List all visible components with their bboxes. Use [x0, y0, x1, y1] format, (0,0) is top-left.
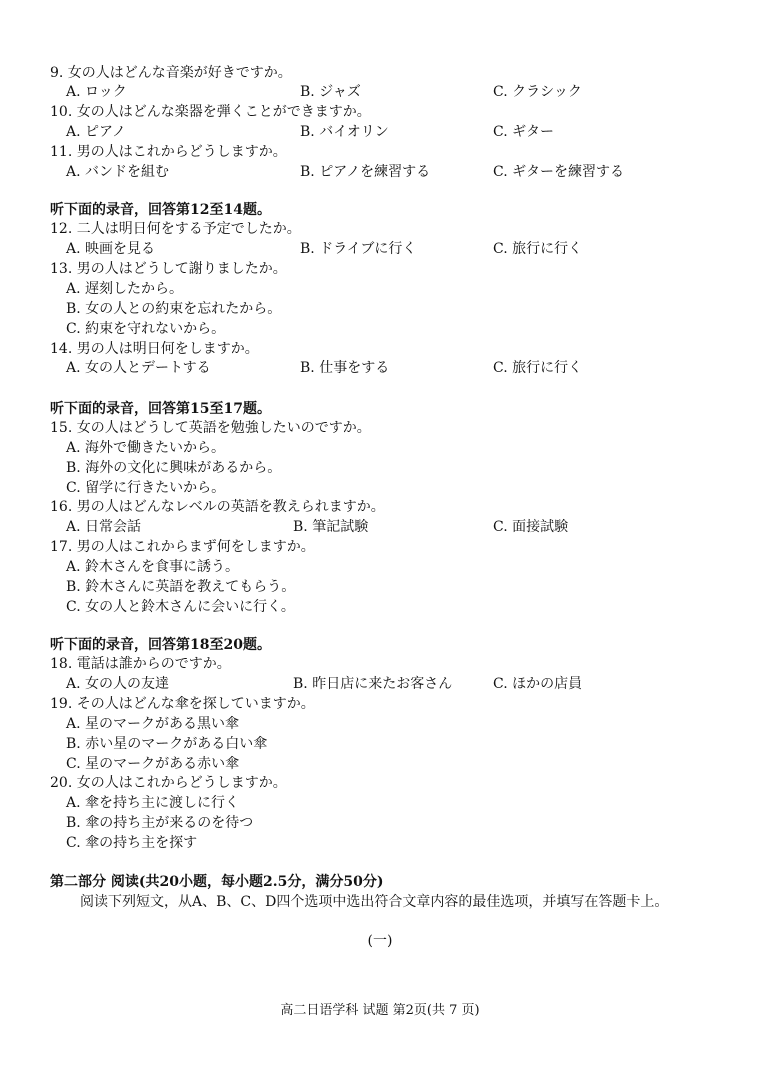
question-9: 9. 女の人はどんな音楽が好きですか。: [50, 65, 292, 81]
q13-option-a: A. 遅刻したから。: [66, 281, 184, 297]
question-20: 20. 女の人はこれからどうしますか。: [50, 775, 287, 791]
q13-option-c: C. 約束を守れないから。: [66, 321, 226, 337]
q16-option-c: C. 面接試験: [493, 519, 569, 535]
q9-option-a: A. ロック: [66, 84, 127, 100]
q18-option-b: B. 昨日店に来たお客さん: [293, 676, 453, 692]
q17-option-b: B. 鈴木さんに英語を教えてもらう。: [66, 579, 296, 595]
q9-option-b: B. ジャズ: [300, 84, 361, 100]
q15-option-b: B. 海外の文化に興味があるから。: [66, 460, 282, 476]
q20-option-b: B. 傘の持ち主が来るのを待つ: [66, 815, 254, 831]
section-heading-12-14: 听下面的录音，回答第12至14题。: [50, 202, 271, 218]
page-footer: 高二日语学科 试题 第2页(共 7 页): [280, 1003, 480, 1018]
question-13: 13. 男の人はどうして謝りましたか。: [50, 261, 287, 277]
q14-option-b: B. 仕事をする: [300, 360, 390, 376]
reading-section-number: (一): [367, 933, 393, 949]
part2-title: 第二部分 阅读(共20小题，每小题2.5分，满分50分): [50, 874, 384, 890]
q13-option-b: B. 女の人との約束を忘れたから。: [66, 301, 282, 317]
q19-option-c: C. 星のマークがある赤い傘: [66, 756, 240, 772]
q19-option-b: B. 赤い星のマークがある白い傘: [66, 736, 268, 752]
q11-option-b: B. ピアノを練習する: [300, 164, 431, 180]
q16-option-a: A. 日常会話: [66, 519, 142, 535]
question-16: 16. 男の人はどんなレベルの英語を教えられますか。: [50, 499, 385, 515]
q18-option-a: A. 女の人の友達: [66, 676, 170, 692]
q10-option-b: B. バイオリン: [300, 124, 389, 140]
q16-option-b: B. 筆記試験: [293, 519, 369, 535]
question-17: 17. 男の人はこれからまず何をしますか。: [50, 539, 315, 555]
part2-instruction: 阅读下列短文，从A、B、C、D四个选项中选出符合文章内容的最佳选项，并填写在答题卡上。: [80, 894, 669, 910]
q9-option-c: C. クラシック: [493, 84, 582, 100]
section-heading-15-17: 听下面的录音，回答第15至17题。: [50, 401, 271, 417]
question-15: 15. 女の人はどうして英語を勉強したいのですか。: [50, 420, 371, 436]
q10-option-c: C. ギター: [493, 124, 554, 140]
q17-option-a: A. 鈴木さんを食事に誘う。: [66, 559, 240, 575]
question-19: 19. その人はどんな傘を探していますか。: [50, 696, 315, 712]
q18-option-c: C. ほかの店員: [493, 676, 583, 692]
question-10: 10. 女の人はどんな楽器を弾くことができますか。: [50, 104, 371, 120]
question-11: 11. 男の人はこれからどうしますか。: [50, 144, 287, 160]
q12-option-c: C. 旅行に行く: [493, 241, 583, 257]
q14-option-c: C. 旅行に行く: [493, 360, 583, 376]
q11-option-c: C. ギターを練習する: [493, 164, 624, 180]
q15-option-a: A. 海外で働きたいから。: [66, 440, 226, 456]
section-heading-18-20: 听下面的录音，回答第18至20题。: [50, 637, 271, 653]
q15-option-c: C. 留学に行きたいから。: [66, 480, 226, 496]
q10-option-a: A. ピアノ: [66, 124, 126, 140]
q11-option-a: A. バンドを組む: [66, 164, 170, 180]
q12-option-b: B. ドライブに行く: [300, 241, 417, 257]
question-18: 18. 電話は誰からのですか。: [50, 656, 231, 672]
q17-option-c: C. 女の人と鈴木さんに会いに行く。: [66, 599, 295, 615]
q19-option-a: A. 星のマークがある黒い傘: [66, 716, 240, 732]
q12-option-a: A. 映画を見る: [66, 241, 156, 257]
q20-option-a: A. 傘を持ち主に渡しに行く: [66, 795, 240, 811]
question-14: 14. 男の人は明日何をしますか。: [50, 341, 259, 357]
q14-option-a: A. 女の人とデートする: [66, 360, 211, 376]
question-12: 12. 二人は明日何をする予定でしたか。: [50, 221, 301, 237]
q20-option-c: C. 傘の持ち主を探す: [66, 835, 198, 851]
